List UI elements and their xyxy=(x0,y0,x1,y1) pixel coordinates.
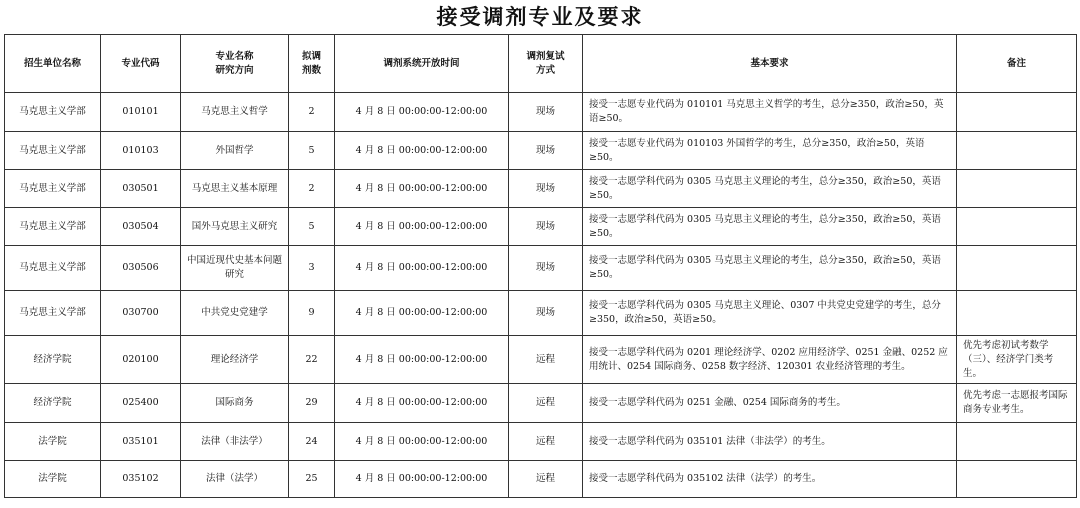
cell-unit: 马克思主义学部 xyxy=(5,291,101,336)
cell-major: 马克思主义基本原理 xyxy=(181,170,289,208)
cell-time: 4 月 8 日 00:00:00-12:00:00 xyxy=(335,461,509,498)
table-row xyxy=(5,170,1077,208)
table-row xyxy=(5,246,1077,291)
cell-major: 中国近现代史基本问题研究 xyxy=(181,246,289,291)
cell-method: 现场 xyxy=(509,291,583,336)
cell-code: 030700 xyxy=(101,291,181,336)
cell-code: 035101 xyxy=(101,423,181,461)
cell-requirement: 接受一志愿学科代码为 0201 理论经济学、0202 应用经济学、0251 金融、0252 应用统计、0254 国际商务、0258 数字经济、120301 农业经济管理的考生。 xyxy=(583,336,957,384)
cell-time: 4 月 8 日 00:00:00-12:00:00 xyxy=(335,384,509,423)
cell-method: 现场 xyxy=(509,132,583,170)
cell-count: 2 xyxy=(289,170,335,208)
cell-count: 5 xyxy=(289,208,335,246)
cell-note xyxy=(957,423,1077,461)
cell-note: 优先考虑初试考数学（三）、经济学门类考生。 xyxy=(957,336,1077,384)
header-code: 专业代码 xyxy=(101,35,181,93)
table-row xyxy=(5,291,1077,336)
cell-unit: 马克思主义学部 xyxy=(5,246,101,291)
cell-requirement: 接受一志愿学科代码为 0305 马克思主义理论的考生，总分≥350，政治≥50，英语≥50。 xyxy=(583,246,957,291)
cell-count: 2 xyxy=(289,93,335,132)
cell-major: 中共党史党建学 xyxy=(181,291,289,336)
cell-note xyxy=(957,93,1077,132)
cell-requirement: 接受一志愿学科代码为 0305 马克思主义理论的考生，总分≥350，政治≥50，英语≥50。 xyxy=(583,208,957,246)
cell-code: 035102 xyxy=(101,461,181,498)
cell-count: 5 xyxy=(289,132,335,170)
cell-note xyxy=(957,170,1077,208)
header-method: 调剂复试 方式 xyxy=(509,35,583,93)
cell-major: 国外马克思主义研究 xyxy=(181,208,289,246)
cell-code: 010103 xyxy=(101,132,181,170)
cell-code: 030501 xyxy=(101,170,181,208)
cell-count: 9 xyxy=(289,291,335,336)
cell-requirement: 接受一志愿学科代码为 0251 金融、0254 国际商务的考生。 xyxy=(583,384,957,423)
table-row xyxy=(5,93,1077,132)
cell-method: 现场 xyxy=(509,208,583,246)
cell-note xyxy=(957,291,1077,336)
cell-note xyxy=(957,208,1077,246)
cell-major: 外国哲学 xyxy=(181,132,289,170)
header-count: 拟调 剂数 xyxy=(289,35,335,93)
cell-time: 4 月 8 日 00:00:00-12:00:00 xyxy=(335,170,509,208)
cell-count: 22 xyxy=(289,336,335,384)
cell-unit: 马克思主义学部 xyxy=(5,170,101,208)
cell-note xyxy=(957,246,1077,291)
table-row xyxy=(5,132,1077,170)
header-major: 专业名称 研究方向 xyxy=(181,35,289,93)
cell-unit: 马克思主义学部 xyxy=(5,93,101,132)
table-row xyxy=(5,336,1077,384)
majors-table xyxy=(4,34,1077,498)
cell-unit: 经济学院 xyxy=(5,384,101,423)
table-header-row xyxy=(5,35,1077,93)
cell-requirement: 接受一志愿专业代码为 010103 外国哲学的考生，总分≥350，政治≥50，英语≥50。 xyxy=(583,132,957,170)
cell-note xyxy=(957,132,1077,170)
cell-time: 4 月 8 日 00:00:00-12:00:00 xyxy=(335,208,509,246)
cell-unit: 法学院 xyxy=(5,423,101,461)
cell-time: 4 月 8 日 00:00:00-12:00:00 xyxy=(335,336,509,384)
cell-major: 马克思主义哲学 xyxy=(181,93,289,132)
cell-time: 4 月 8 日 00:00:00-12:00:00 xyxy=(335,246,509,291)
cell-count: 24 xyxy=(289,423,335,461)
cell-unit: 马克思主义学部 xyxy=(5,208,101,246)
cell-unit: 马克思主义学部 xyxy=(5,132,101,170)
cell-requirement: 接受一志愿学科代码为 035101 法律（非法学）的考生。 xyxy=(583,423,957,461)
cell-count: 3 xyxy=(289,246,335,291)
header-requirement: 基本要求 xyxy=(583,35,957,93)
cell-time: 4 月 8 日 00:00:00-12:00:00 xyxy=(335,132,509,170)
header-unit: 招生单位名称 xyxy=(5,35,101,93)
table-row xyxy=(5,461,1077,498)
cell-major: 理论经济学 xyxy=(181,336,289,384)
cell-count: 25 xyxy=(289,461,335,498)
cell-note: 优先考虑一志愿报考国际商务专业考生。 xyxy=(957,384,1077,423)
cell-note xyxy=(957,461,1077,498)
cell-major: 法律（法学） xyxy=(181,461,289,498)
cell-code: 025400 xyxy=(101,384,181,423)
cell-method: 现场 xyxy=(509,170,583,208)
cell-major: 国际商务 xyxy=(181,384,289,423)
cell-requirement: 接受一志愿学科代码为 0305 马克思主义理论、0307 中共党史党建学的考生，总分≥350，政治≥50，英语≥50。 xyxy=(583,291,957,336)
cell-method: 远程 xyxy=(509,461,583,498)
cell-major: 法律（非法学） xyxy=(181,423,289,461)
page-title: 接受调剂专业及要求 xyxy=(436,4,644,29)
cell-method: 现场 xyxy=(509,93,583,132)
cell-unit: 法学院 xyxy=(5,461,101,498)
cell-method: 现场 xyxy=(509,246,583,291)
cell-time: 4 月 8 日 00:00:00-12:00:00 xyxy=(335,291,509,336)
cell-method: 远程 xyxy=(509,336,583,384)
cell-requirement: 接受一志愿学科代码为 035102 法律（法学）的考生。 xyxy=(583,461,957,498)
cell-code: 030504 xyxy=(101,208,181,246)
cell-requirement: 接受一志愿学科代码为 0305 马克思主义理论的考生，总分≥350，政治≥50，英语≥50。 xyxy=(583,170,957,208)
cell-code: 020100 xyxy=(101,336,181,384)
cell-code: 030506 xyxy=(101,246,181,291)
table-row xyxy=(5,208,1077,246)
table-row xyxy=(5,384,1077,423)
cell-method: 远程 xyxy=(509,423,583,461)
cell-requirement: 接受一志愿专业代码为 010101 马克思主义哲学的考生，总分≥350，政治≥50，英语≥50。 xyxy=(583,93,957,132)
table-row xyxy=(5,423,1077,461)
cell-count: 29 xyxy=(289,384,335,423)
header-note: 备注 xyxy=(957,35,1077,93)
cell-unit: 经济学院 xyxy=(5,336,101,384)
cell-method: 远程 xyxy=(509,384,583,423)
header-time: 调剂系统开放时间 xyxy=(335,35,509,93)
cell-code: 010101 xyxy=(101,93,181,132)
cell-time: 4 月 8 日 00:00:00-12:00:00 xyxy=(335,423,509,461)
cell-time: 4 月 8 日 00:00:00-12:00:00 xyxy=(335,93,509,132)
